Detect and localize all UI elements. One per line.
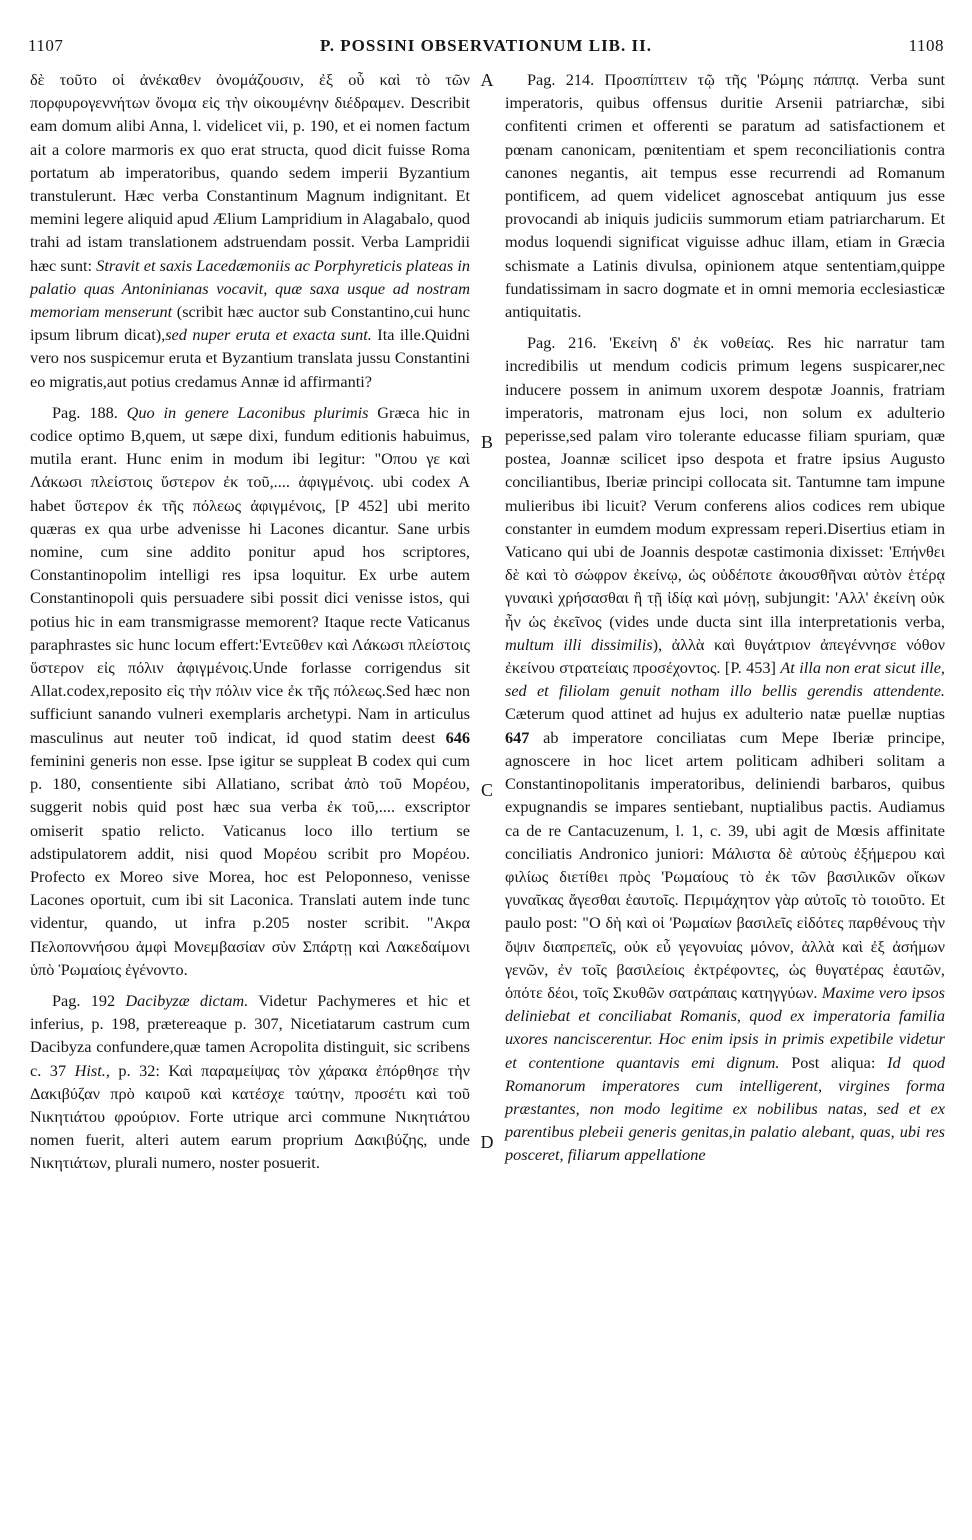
margin-marker-c: C	[480, 780, 493, 800]
page-number-left: 1107	[28, 36, 64, 55]
margin-marker-b: B	[480, 432, 493, 452]
column-number: 647	[505, 727, 530, 747]
right-column	[505, 68, 945, 1175]
running-title: P. POSSINI OBSERVATIONUM LIB. II.	[319, 36, 653, 55]
left-column	[30, 68, 470, 1183]
paragraph: δὲ τοῦτο οἱ ἀνέκαθεν ὀνομάζουσιν, ἐξ οὗ καὶ τὸ τῶν πορφυρογεννήτων ὄνομα εἰς τὴν οἰκουμένην διέδραμεν. Describit eam domum alibi Anna, l. videlicet vii, p. 190, et ei nomen factum ait a colore marmoris ex quo erat structa, quod dicit fuisse Roma portatum ab imperatoribus, quando sedem imperii Byzantium transtulerunt. Hæc verba Constantinum Magnum indignitant. Et memini legere aliquid apud Ælium Lampridium in Alagabalo, quod trahi ad istam translationem adstruendam possit. Verba Lampridii hæc sunt: Stravit et saxis Lacedæmoniis ac Porphyreticis plateas in palatio quas Antoninianas vocavit, quæ saxa usque ad nostram memoriam menserunt (scribit hæc auctor sub Constantino,cui hunc ipsum librum dicat),sed nuper eruta et exacta sunt. Ita ille.Quidni vero nos suspicemur eruta et Byzantium translata jussu Constantini eo migratis,aut potius credamus Annæ id affirmanti?	[30, 70, 470, 391]
page-header	[28, 30, 944, 62]
paragraph: Pag. 192 Dacibyzæ dictam. Videtur Pachymeres et hic et inferius, p. 198, prætereaque p. 307, Nicetiatarum castrum cum Dacibyza confundere,quæ tamen Acropolita distinguit, sic scribens c. 37 Hist., p. 32: Καὶ παραμείψας τὸν χάρακα ἐπόρθησε τὴν Δακιβύζαν πρὸ καιροῦ καὶ κατέσχε ταύτην, προσέτι καὶ τοῦ Νικητιάτου φρούριον. Forte utrique arci commune Νικητιάτου nomen fuerit, alteri autem earum proprium Δακιβύζης, unde Νικητιάτων, plurali numero, noster posuerit.	[30, 990, 471, 1173]
margin-marker-a: A	[480, 70, 494, 90]
page-number-right: 1108	[908, 36, 944, 55]
paragraph: Pag. 188. Quo in genere Laconibus plurimis Græca hic in codice optimo B,quem, ut sæpe dixi, fundum editionis habuimus, mutila erant. Hunc enim in modum ibi legitur: "Οπου γε καὶ Λάκωσι πλείστοις ὕστερον ἐκ τοῦ,.... ἀφιγμένοις. ubi codex A habet ὕστερον ἐκ τῆς πόλεως ἀφιγμένοις, [P 452] ubi merito quæras ex qua urbe advenisse hi Lacones dicantur. Sane urbis nomine, cum sine addito ponitur apud hos scriptores, Constantinopolim intelligi res ipsa loquitur. Ex urbe autem Constantinopoli quis persuadere sibi possit dici venisse istos, qui potius hic in eam transmigrasse memorent? Itaque recte Vaticanus paraphrastes sic hunc locum effert:'Εντεῦθεν καὶ Λάκωσι πλείστοις ὕστερον εἰς πόλιν ἀφιγμένοις.Unde forlasse corrigendus sit Allat.codex,reposito εἰς τὴν πόλιν vice ἐκ τῆς πόλεως.Sed hæc non sufficiunt sanando vulneri exemplaris archetypi. Nam in articulus masculinus aut neuter τοῦ indicat, id quod statim deest 646 feminini generis non esse. Ipse igitur se suppleat B codex qui cum p. 180, consentiente sibi Allatiano, scribat ἀπὸ τοῦ Μορέου, suggerit nobis quid post hæc sua verba ἐκ τοῦ,.... exscriptor omiserit spatio relicto. Vaticanus loco illo tertium se adstipulatorem addit, nisi quod Μορέου scribit pro Μορέου. Profecto ex Moreo sive Morea, hoc est Peloponneso, venisse Lacones oportuit, cum ibi sit Laconica. Translati autem inde tunc videntur, quando, ut infra p.205 noster scribit. "Ακρα Πελοποννήσου ἀμφὶ Μονεμβασίαν σὺν Σπάρτῃ καὶ Λακεδαίμονι ὑπὸ Ῥωμαίοις ἐγένοντο.	[30, 402, 470, 979]
column-number: 646	[445, 727, 470, 747]
margin-marker-d: D	[480, 1132, 494, 1152]
paragraph: Pag. 214. Προσπίπτειν τῷ τῆς 'Ρώμης πάππᾳ. Verba sunt imperatoris, quibus offensus duritie Arsenii patriarchæ, sibi confitenti crimen et offerenti se paratum ad satisfactionem et pœnam canonicam, pœnitentiam et spem reconciliationis contra canones negantis, ait tempus esse recurrendi ad Romanum pontificem, ad quem videlicet agnoscebat antiquum jus esse provocandi ab iniquis judiciis summorum etiam patriarcharum. Et modus loquendi significat viguisse adhuc illam, etiam in Græcia schismate a Latinis divulsa, opinionem atque sententiam,quippe fundatissimam in sacro dogmate et in omni memoria ecclesiasticæ antiquitatis.	[505, 70, 945, 322]
paragraph: Pag. 216. 'Εκείνη δ' ἐκ νοθείας. Res hic narratur tam incredibilis ut mendum codicis primum legens suspicarer,nec inducere possem in animum uxorem despotæ Joannis, fratriam imperatoris, matronam ejus loci, non solum ex adulterio peperisse,sed palam viro tolerante educasse filiam spuriam, quæ postea, Joannæ scilicet ipso despota et fratre ipsius Augusto conciliantibus, Iberiæ principi collocata sit. Tantumne tam impune mulieribus ibi licuit? Verum conferens alios codices rem ubique constanter in eumdem modum expressam reperi.Disertius etiam in Vaticano qui ubi de Joannis despotæ castimonia dixisset: 'Επήνθει δὲ καὶ τὸ σώφρον ἐκείνῳ, ὡς οὐδέποτε ἀκουσθῆναι αὐτὸν ἑτέρᾳ γυναικὶ χρήσασθαι ἢ τῇ ἰδίᾳ καὶ μόνῃ, subjungit: 'Αλλ' ἐκείνη οὐκ ἦν ὡς ἐκεῖνος (vides unde ducta sint illa interpretationis verba, multum illi dissimilis), ἀλλὰ καὶ θυγάτριον ἀπεγέννησε νόθον ἐκείνου στρατείαις προσέχοντος. [P. 453] At illa non erat sicut ille, sed et filiolam genuit notham illo bellis gerendis attendente. Cæterum quod attinet ad hujus ex adulterio natæ puellæ nuptias 647 ab imperatore conciliatas cum Mepe Iberiæ principe, agnoscere in hoc licet artem politicam adhiberi solitam a Constantinopolitanis imperatoribus, deliniendi barbaros, quibus expugnandis se impares sentiebant, nuptialibus pactis. Audiamus ca de re Cantacuzenum, l. 1, c. 39, ubi agit de Mœsis affinitate conciliatis Andronico juniori: Μάλιστα δὲ αὐτοὺς ἐξήμερου καὶ φιλίως διετίθει πρὸς 'Ρωμαίους τὸ ἐκ τῶν βασιλικῶν οἴκων γυναῖκας ἄγεσθαι ἑαυτοῖς. Περιμάχητον γὰρ αὐτοῖς τὸ τοιοῦτο. Et paulo post: "Ο δὴ καὶ οἱ 'Ρωμαίων βασιλεῖς εἰδότες παρθένους τὴν ὄψιν διαπρεπεῖς, οὐκ εὖ γεγονυίας μόνον, ἀλλὰ καὶ ἐξ ἀσήμων γενῶν, ἐν τοῖς βασιλείοις ἐκτρέφοντες, ὡς θυγατέρας ἑαυτῶν, ὁπότε δέοι, τοῖς Σκυθῶν σατράπαις κατηγγύων. Maxime vero ipsos deliniebat et conciliabat Romanis, quod ex imperatoria familia uxores nanciscerentur. Hoc enim ipsis in primis expetibile videtur et contentione quantavis emi dignum. Post aliqua: Id quod Romanorum imperatores cum intelligerent, virgines forma præstantes, non modo legitime ex nobilibus natas, sed et ex parentibus plebeii generis genitas,in palatio alebant, quas, ubi res posceret, filiarum appellatione	[505, 333, 946, 1165]
